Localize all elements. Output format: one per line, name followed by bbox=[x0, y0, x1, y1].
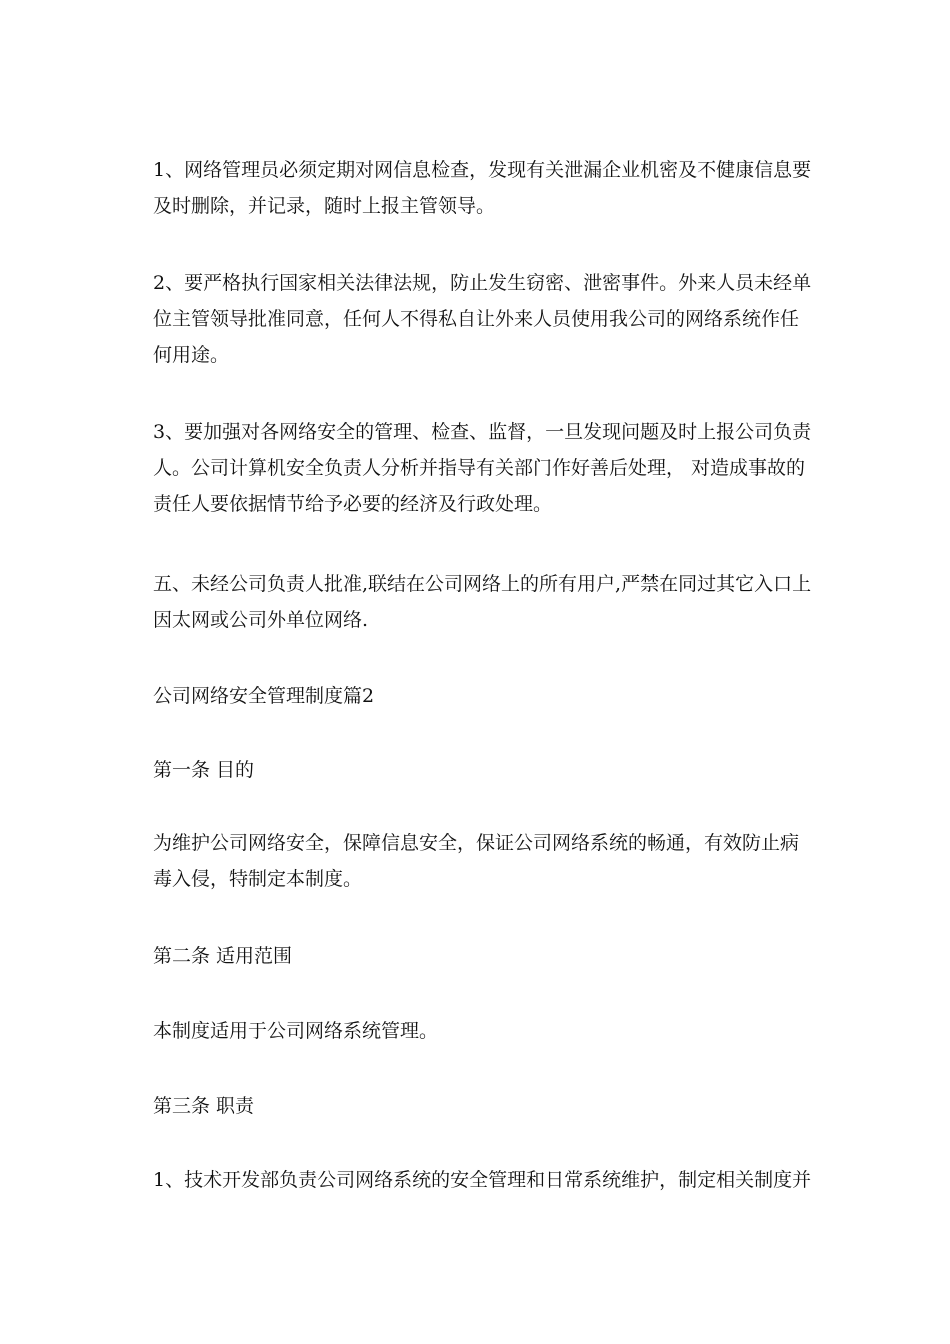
section-title: 公司网络安全管理制度篇2 bbox=[153, 685, 375, 707]
article-3-item-1: 1、技术开发部负责公司网络系统的安全管理和日常系统维护，制定相关制度并 bbox=[153, 1169, 812, 1191]
paragraph-3: 3、要加强对各网络安全的管理、检查、监督，一旦发现问题及时上报公司负责人。公司计算机安全负责人分析并指导有关部门作好善后处理， 对造成事故的责任人要依据情节给予必要的经济及行政处理。 bbox=[153, 421, 812, 515]
article-1-heading: 第一条 目的 bbox=[153, 759, 255, 781]
article-3-heading: 第三条 职责 bbox=[153, 1095, 255, 1117]
article-2-heading: 第二条 适用范围 bbox=[153, 945, 293, 967]
paragraph-4: 五、未经公司负责人批准,联结在公司网络上的所有用户,严禁在同过其它入口上因太网或公司外单位网络. bbox=[153, 573, 812, 631]
article-2-body: 本制度适用于公司网络系统管理。 bbox=[153, 1020, 439, 1042]
article-1-body: 为维护公司网络安全，保障信息安全，保证公司网络系统的畅通，有效防止病毒入侵，特制定本制度。 bbox=[153, 832, 800, 890]
paragraph-1: 1、网络管理员必须定期对网信息检查，发现有关泄漏企业机密及不健康信息要及时删除，并记录，随时上报主管领导。 bbox=[153, 159, 812, 217]
paragraph-2: 2、要严格执行国家相关法律法规，防止发生窃密、泄密事件。外来人员未经单位主管领导批准同意，任何人不得私自让外来人员使用我公司的网络系统作任何用途。 bbox=[153, 272, 812, 366]
